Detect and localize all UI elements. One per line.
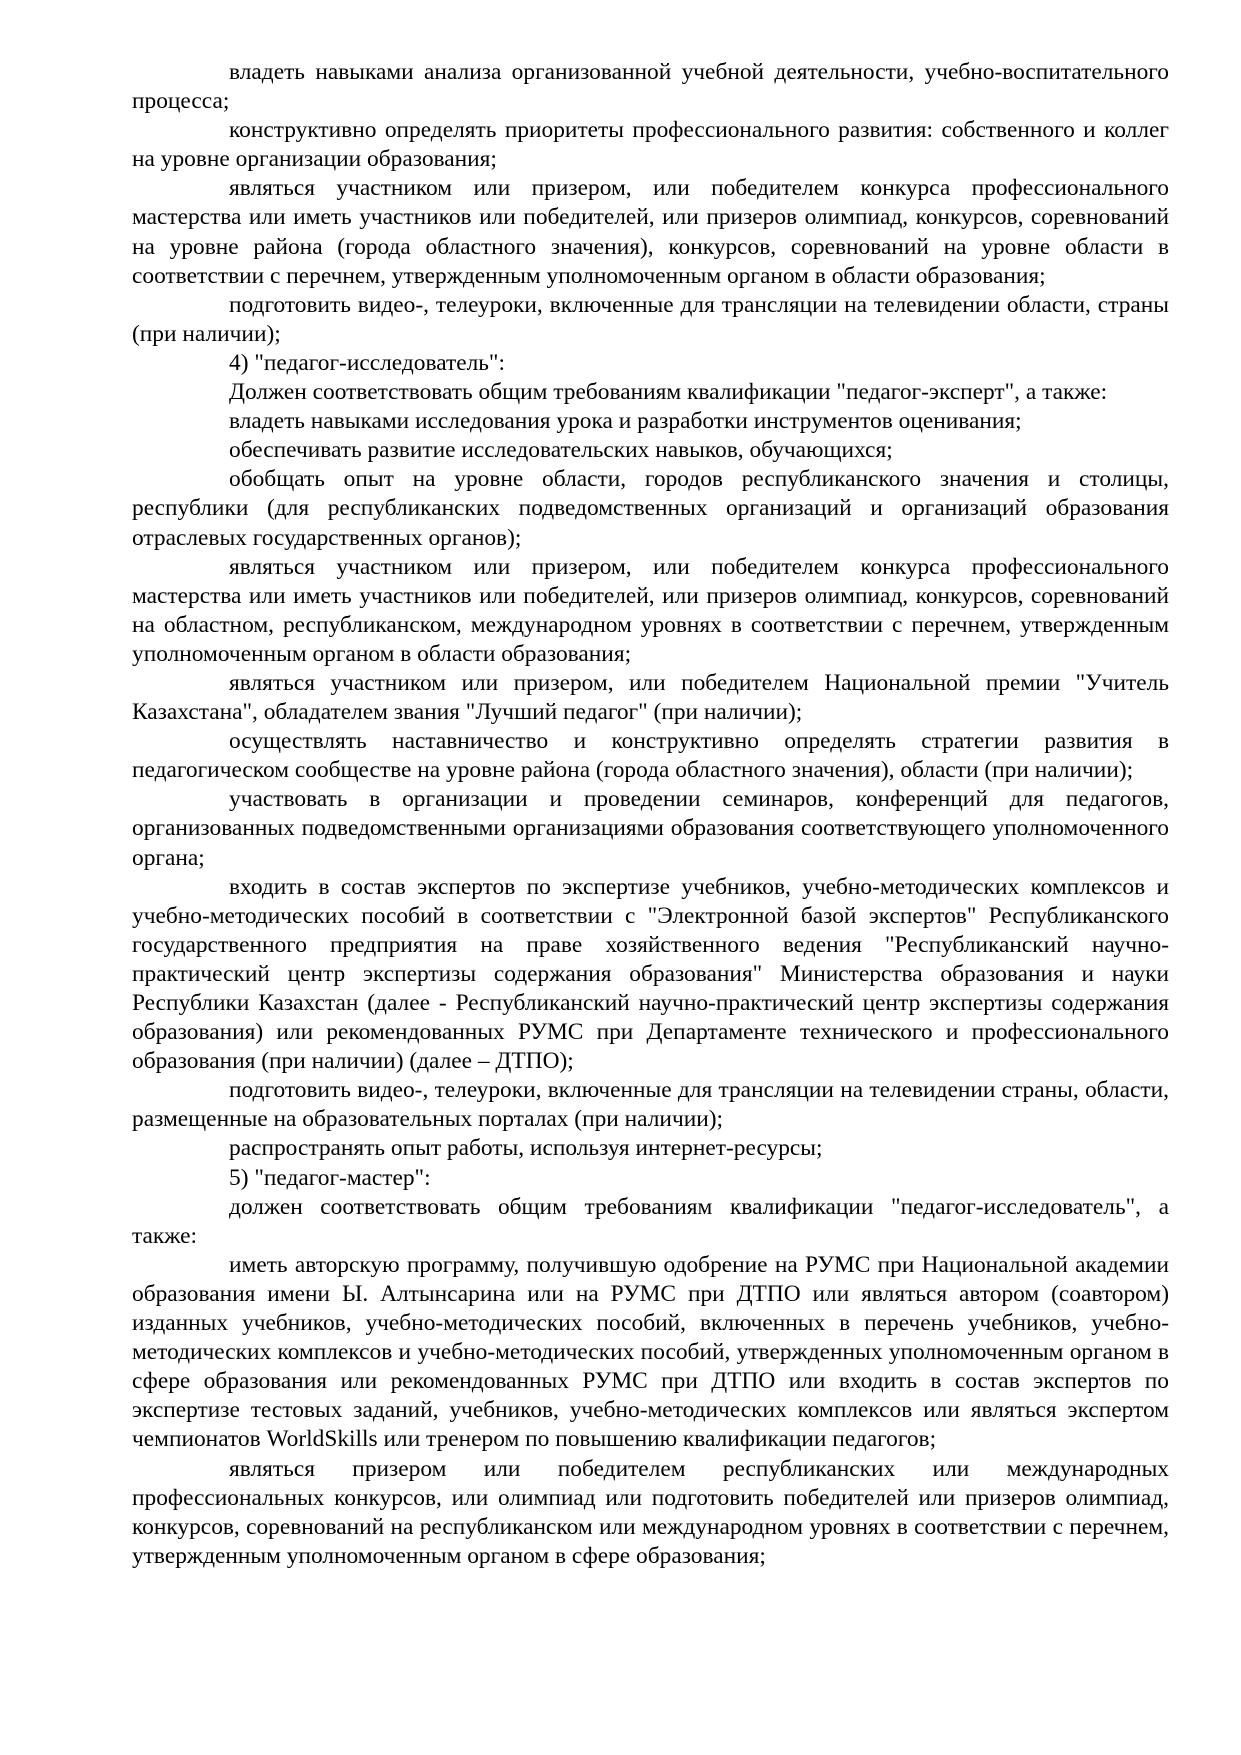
paragraph: являться призером или победителем республиканских или международных профессиональных конкурсов, или олимпиад или подготовить победителей или призеров олимпиад, конкурсов, соревнований на республиканском или международном уровнях в соответствии с перечнем, утвержденным уполномоченным органом в сфере образования; (132, 1455, 1169, 1569)
paragraph: являться участником или призером, или победителем конкурса профессионального мастерства или иметь участников или победителей, или призеров олимпиад, конкурсов, соревнований на уровне района (города областного значения), конкурсов, соревнований на уровне области в соответствии с перечнем, утвержденным уполномоченным органом в области образования; (132, 175, 1169, 289)
paragraph: распространять опыт работы, используя интернет-ресурсы; (229, 1135, 823, 1162)
paragraph: подготовить видео-, телеуроки, включенные для трансляции на телевидении области, страны (при наличии); (132, 291, 1169, 347)
paragraph: обеспечивать развитие исследовательских навыков, обучающихся; (229, 437, 893, 464)
paragraph: осуществлять наставничество и конструктивно определять стратегии развития в педагогическом сообществе на уровне района (города областного значения), области (при наличии); (132, 728, 1169, 784)
paragraph: обобщать опыт на уровне области, городов республиканского значения и столицы, республики (для республиканских подведомственных организаций и организаций образования отраслевых государственных органов); (132, 466, 1169, 551)
paragraph: подготовить видео-, телеуроки, включенные для трансляции на телевидении страны, области, размещенные на образовательных порталах (при наличии); (132, 1077, 1169, 1133)
paragraph: являться участником или призером, или победителем конкурса профессионального мастерства или иметь участников или победителей, или призеров олимпиад, конкурсов, соревнований на областном, республиканском, международном уровнях в соответствии с перечнем, утвержденным уполномоченным органом в области образования; (132, 553, 1169, 667)
paragraph: входить в состав экспертов по экспертизе учебников, учебно-методических комплексов и учебно-методических пособий в соответствии с "Электронной базой экспертов" Республиканского государственного предприятия на праве хозяйственного ведения "Республиканский научно-практический центр экспертизы содержания образования" Министерства образования и науки Республики Казахстан (далее - Республиканский научно-практический центр экспертизы содержания образования) или рекомендованных РУМС при Департаменте технического и профессионального образования (при наличии) (далее – ДТПО); (132, 873, 1169, 1075)
paragraph: участвовать в организации и проведении семинаров, конференций для педагогов, организованных подведомственными организациями образования соответствующего уполномоченного органа; (132, 786, 1169, 871)
paragraph: владеть навыками анализа организованной учебной деятельности, учебно-воспитательного процесса; (132, 59, 1169, 115)
paragraph: конструктивно определять приоритеты профессионального развития: собственного и коллег на уровне организации образования; (132, 117, 1169, 173)
paragraph: должен соответствовать общим требованиям квалификации "педагог-исследователь", а также: (132, 1193, 1169, 1249)
paragraph: владеть навыками исследования урока и разработки инструментов оценивания; (229, 408, 1022, 435)
paragraph: иметь авторскую программу, получившую одобрение на РУМС при Национальной академии образования имени Ы. Алтынсарина или на РУМС при ДТПО или являться автором (соавтором) изданных учебников, учебно-методических пособий, включенных в перечень учебников, учебно-методических комплексов и учебно-методических пособий, утвержденных уполномоченным органом в сфере образования или рекомендованных РУМС при ДТПО или входить в состав экспертов по экспертизе тестовых заданий, учебников, учебно-методических комплексов или являться экспертом чемпионатов WorldSkills или тренером по повышению квалификации педагогов; (132, 1251, 1169, 1453)
document-body (132, 58, 1169, 1571)
section-heading-researcher: 4) "педагог-исследователь": (229, 349, 505, 376)
section-heading-master: 5) "педагог-мастер": (229, 1164, 431, 1191)
paragraph: являться участником или призером, или победителем Национальной премии "Учитель Казахстана", обладателем звания "Лучший педагог" (при наличии); (132, 669, 1169, 726)
paragraph: Должен соответствовать общим требованиям квалификации "педагог-эксперт", а также: (229, 379, 1108, 406)
